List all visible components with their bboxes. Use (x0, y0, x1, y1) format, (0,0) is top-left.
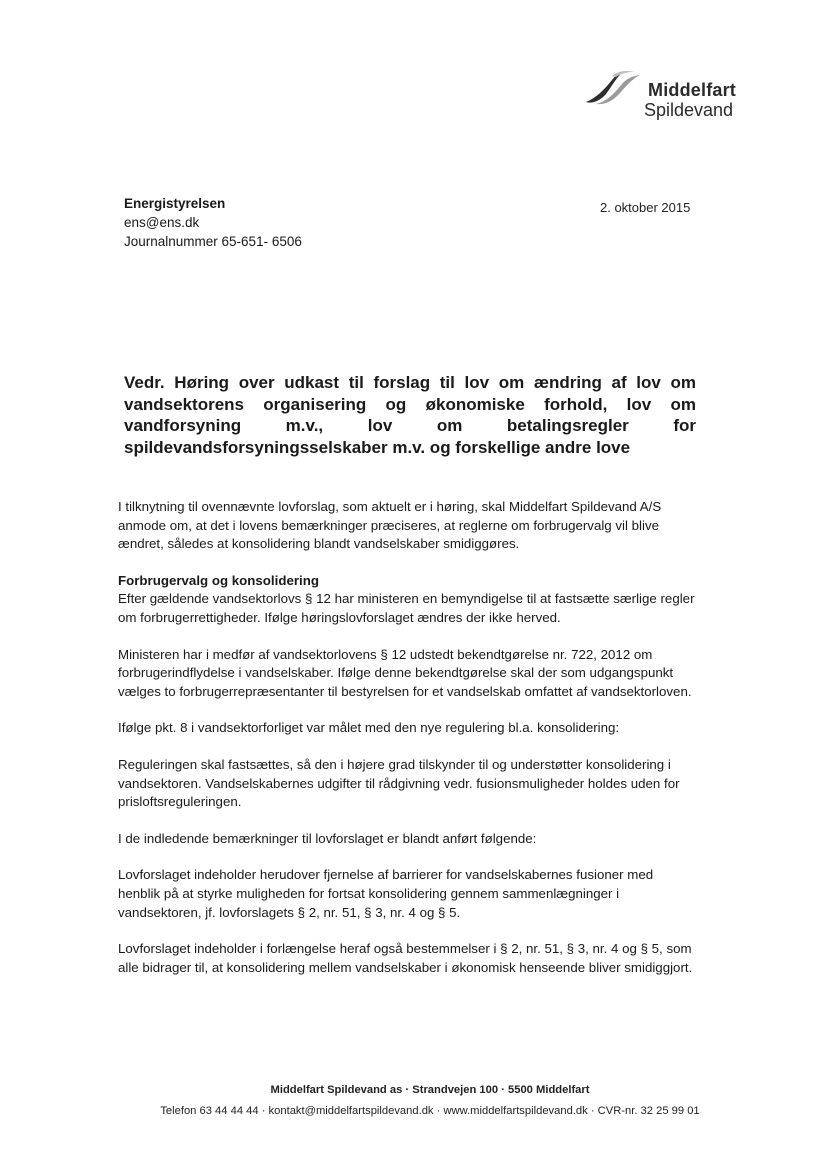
company-logo (582, 68, 782, 122)
paragraph-5: I de indledende bemærkninger til lovforslaget er blandt anført følgende: (118, 830, 537, 846)
footer-address: Middelfart Spildevand as · Strandvejen 100 · 5500 Middelfart (270, 1084, 590, 1096)
paragraph-4: Reguleringen skal fastsættes, så den i højere grad tilskynder til og understøtter konsolidering i vandsektoren. Vandselskabernes udgifter til rådgivning vedr. fusionsmuligheder holdes uden for prisloftsreguleringen. (118, 756, 680, 810)
paragraph-2: Ministeren har i medfør af vandsektorlovens § 12 udstedt bekendtgørelse nr. 722, 2012 om forbrugerindflydelse i vandselskaber. Ifølge denne bekendtgørelse skal der som udgangspunkt vælges to forbrugerrepræsentanter til bestyrelsen for et vandselskab omfattet af vandsektorloven. (118, 646, 692, 699)
letter-footer (80, 1080, 780, 1122)
paragraph-7: Lovforslaget indeholder i forlængelse heraf også bestemmelser i § 2, nr. 51, § 3, nr. 4 og § 5, som alle bidrager til, at konsolidering mellem vandselskaber i økonomisk henseende bliver smidiggjort. (118, 941, 693, 975)
logo-text-line1: Middelfart (648, 80, 737, 100)
paragraph-6: Lovforslaget indeholder herudover fjernelse af barrierer for vandselskabernes fusioner med henblik på at styrke muligheden for fortsat konsolidering gennem sammenlægninger i vandsektoren, jf. lovforslagets § 2, nr. 51, § 3, nr. 4 og § 5. (118, 867, 654, 920)
journal-number: Journalnummer 65-651- 6506 (124, 234, 302, 249)
logo-text-line2: Spildevand (644, 100, 734, 120)
letter-subject: Vedr. Høring over udkast til forslag til lov om ændring af lov om vandsektorens organisering og økonomiske forhold, lov om vandforsyning m.v., lov om betalingsregler for spildevandsforsyningsselskaber m.v. og forskellige andre love (124, 373, 696, 457)
paragraph-intro: I tilknytning til ovennævnte lovforslag, som aktuelt er i høring, skal Middelfart Spildevand A/S anmode om, at det i lovens bemærkninger præciseres, at reglerne om forbrugervalg vil blive ændret, således at konsolidering blandt vandselskaber smidiggøres. (118, 499, 662, 552)
recipient-block (124, 194, 454, 251)
recipient-name: Energistyrelsen (124, 196, 226, 211)
paragraph-3: Ifølge pkt. 8 i vandsektorforliget var målet med den nye regulering bl.a. konsolidering: (118, 720, 620, 736)
footer-contact: Telefon 63 44 44 44 · kontakt@middelfartspildevand.dk · www.middelfartspildevand.dk · CVR-nr. 32 25 99 01 (160, 1105, 700, 1117)
recipient-email: ens@ens.dk (124, 215, 200, 230)
section-heading: Forbrugervalg og konsolidering (118, 572, 319, 588)
letter-body (118, 498, 698, 977)
letter-date: 2. oktober 2015 (600, 200, 691, 215)
paragraph-1: Efter gældende vandsektorlovs § 12 har ministeren en bemyndigelse til at fastsætte særlige regler om forbrugerrettigheder. Ifølge høringslovforslaget ændres der ikke herved. (118, 591, 695, 625)
logo-swoosh-icon (582, 68, 652, 108)
